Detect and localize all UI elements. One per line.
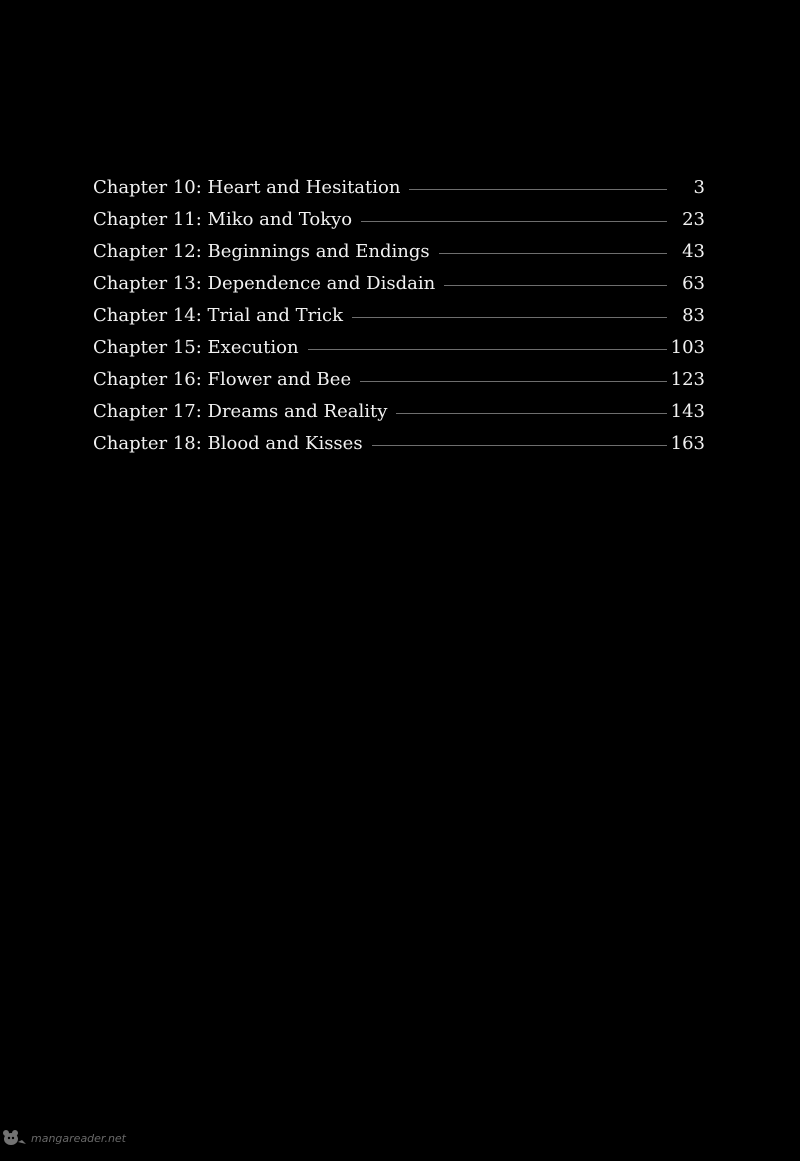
page-number: 3 [693, 177, 705, 198]
chapter-title: Chapter 14: Trial and Trick [93, 305, 344, 326]
page-number: 123 [670, 369, 705, 390]
leader-line [352, 317, 667, 318]
page-number: 143 [670, 401, 705, 422]
chapter-title: Chapter 16: Flower and Bee [93, 369, 352, 390]
leader-line [361, 221, 667, 222]
page-number: 103 [670, 337, 705, 358]
leader-line [308, 349, 667, 350]
watermark-text: mangareader.net [31, 1131, 126, 1145]
chapter-title: Chapter 12: Beginnings and Endings [93, 241, 430, 262]
watermark [2, 1129, 126, 1147]
chapter-title: Chapter 17: Dreams and Reality [93, 401, 388, 422]
leader-line [360, 381, 667, 382]
page-number: 63 [682, 273, 705, 294]
toc-entry-chapter-13 [93, 268, 705, 300]
leader-line [396, 413, 667, 414]
chapter-title: Chapter 11: Miko and Tokyo [93, 209, 353, 230]
page-number: 43 [682, 241, 705, 262]
table-of-contents [93, 172, 705, 460]
leader-line [372, 445, 667, 446]
toc-entry-chapter-18 [93, 428, 705, 460]
leader-line [444, 285, 667, 286]
page-number: 23 [682, 209, 705, 230]
toc-entry-chapter-10 [93, 172, 705, 204]
leader-line [439, 253, 667, 254]
chapter-title: Chapter 15: Execution [93, 337, 299, 358]
page-number: 83 [682, 305, 705, 326]
toc-entry-chapter-14 [93, 300, 705, 332]
mascot-logo-icon [2, 1129, 28, 1147]
leader-line [409, 189, 667, 190]
toc-entry-chapter-11 [93, 204, 705, 236]
toc-entry-chapter-16 [93, 364, 705, 396]
chapter-title: Chapter 10: Heart and Hesitation [93, 177, 401, 198]
page-number: 163 [670, 433, 705, 454]
toc-entry-chapter-15 [93, 332, 705, 364]
chapter-title: Chapter 18: Blood and Kisses [93, 433, 363, 454]
chapter-title: Chapter 13: Dependence and Disdain [93, 273, 436, 294]
toc-entry-chapter-12 [93, 236, 705, 268]
toc-entry-chapter-17 [93, 396, 705, 428]
